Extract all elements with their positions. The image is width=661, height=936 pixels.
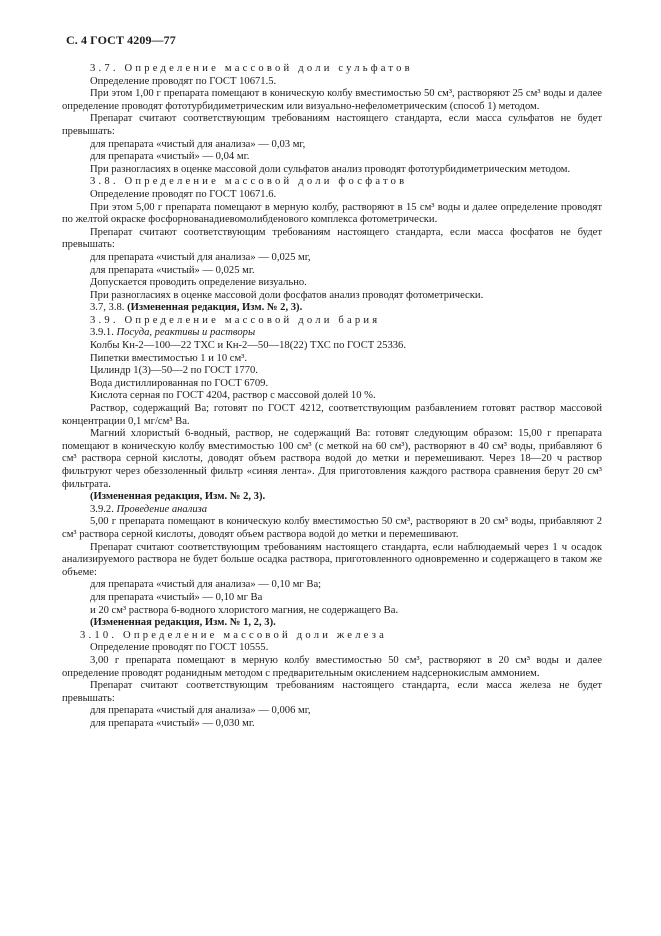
paragraph-text: Препарат считают соответствующим требованиям настоящего стандарта, если масса железа не будет превышать: [62,680,602,704]
paragraph [62,642,602,655]
amendment-note: (Измененная редакция, Изм. № 2, 3). [127,302,303,314]
paragraph [62,592,602,605]
paragraph-text: При разногласиях в оценке массовой доли фосфатов анализ проводят фотометрически. [90,289,484,301]
paragraph [62,403,602,428]
paragraph [62,390,602,403]
paragraph-text: для препарата «чистый» — 0,025 мг. [90,264,255,276]
subsection-title: Посуда, реактивы и растворы [116,327,256,339]
paragraph [62,151,602,164]
paragraph [62,705,602,718]
document-body [62,63,602,730]
paragraph-text: Определение проводят по ГОСТ 10555. [90,642,269,654]
paragraph [62,504,602,517]
paragraph [62,265,602,278]
paragraph [62,340,602,353]
paragraph-text: При разногласиях в оценке массовой доли сульфатов анализ проводят фототурбидиметрическим методом. [90,163,571,175]
paragraph-text: Вода дистиллированная по ГОСТ 6709. [90,377,269,389]
paragraph-text: для препарата «чистый для анализа» — 0,10 мг Ва; [90,579,322,591]
paragraph-text: Цилиндр 1(3)—50—2 по ГОСТ 1770. [90,365,258,377]
paragraph-text: для препарата «чистый для анализа» — 0,03 мг, [90,138,306,150]
paragraph-text: для препарата «чистый» — 0,04 мг. [90,151,250,163]
subsection-title: Проведение анализа [116,503,208,515]
paragraph [62,378,602,391]
paragraph-text: 3.7. Определение массовой доли сульфатов [90,63,413,74]
paragraph-text: Колбы Кн-2—100—22 ТХС и Кн-2—50—18(22) ТХС по ГОСТ 25336. [90,340,407,352]
paragraph [62,655,602,680]
section-heading [62,63,602,76]
paragraph-text: Кислота серная по ГОСТ 4204, раствор с массовой долей 10 %. [90,390,376,402]
paragraph-text: для препарата «чистый» — 0,10 мг Ва [90,591,263,603]
paragraph-text: для препарата «чистый для анализа» — 0,025 мг, [90,251,311,263]
paragraph [62,290,602,303]
paragraph [62,189,602,202]
paragraph-text: Препарат считают соответствующим требованиям настоящего стандарта, если масса сульфатов не будет превышать: [62,113,602,137]
paragraph-text: 3.10. Определение массовой доли железа [80,629,388,641]
paragraph [62,353,602,366]
paragraph [62,542,602,580]
paragraph [62,579,602,592]
paragraph [62,680,602,705]
page-header: С. 4 ГОСТ 4209—77 [66,33,176,47]
paragraph [62,617,602,630]
paragraph [62,718,602,731]
paragraph [62,76,602,89]
paragraph [62,164,602,177]
paragraph [62,327,602,340]
paragraph [62,88,602,113]
amendment-note: (Измененная редакция, Изм. № 1, 2, 3). [90,617,276,629]
paragraph [62,252,602,265]
paragraph-text: для препарата «чистый для анализа» — 0,006 мг, [90,705,311,717]
paragraph-text: При этом 5,00 г препарата помещают в мерную колбу, растворяют в 15 см³ воды и далее определение проводят по желтой окраске фосфорнованадиевомолибденового комплекса фотометрически. [62,201,602,226]
paragraph-text: При этом 1,00 г препарата помещают в коническую колбу вместимостью 50 см³, растворяют 25 см³ воды и далее определение проводят фототурбидиметрическим или визуально-нефелометрическим (способ 1) методом. [62,88,602,112]
paragraph-text: 5,00 г препарата помещают в коническую колбу вместимостью 50 см³, растворяют в 20 см³ воды, прибавляют 2 см³ раствора серной кислоты, доводят объем раствора водой до метки и перемешивают. [62,516,602,540]
paragraph-text: для препарата «чистый» — 0,030 мг. [90,717,255,729]
paragraph [62,516,602,541]
paragraph [62,277,602,290]
paragraph-text: Препарат считают соответствующим требованиям настоящего стандарта, если масса фосфатов не будет превышать: [62,226,602,251]
paragraph [62,302,602,315]
paragraph-text: Определение проводят по ГОСТ 10671.6. [90,188,277,200]
paragraph-text: 3.9.2. [90,503,117,515]
paragraph [62,227,602,252]
paragraph-text: 3,00 г препарата помещают в мерную колбу вместимостью 50 см³, растворяют в 20 см³ воды и далее определение проводят роданидным методом с предварительным окислением надсернокислым аммонием. [62,654,602,679]
paragraph-text: 3.7, 3.8. [90,302,128,314]
paragraph-text: 3.8. Определение массовой доли фосфатов [90,176,408,188]
paragraph-text: 3.9. Определение массовой доли бария [90,314,381,326]
paragraph-text: Допускается проводить определение визуально. [90,277,307,289]
paragraph [62,202,602,227]
paragraph [62,605,602,618]
paragraph [62,491,602,504]
paragraph-text: Магний хлористый 6-водный, раствор, не содержащий Ва: готовят следующим образом: 15,00 г препарата помещают в коническую колбу вместимостью 100 см³ (с меткой на 60 см³), растворяют в 40 см³ воды, прибавляют 6 см³ раствора серной кислоты, доводят объем раствора водой до метки и перемешивают. Через 18—20 ч раствор фильтруют через обеззоленный фильтр «синяя лента». Для приготовления каждого раствора сравнения берут 20 см³ фильтрата. [62,428,602,490]
paragraph-text: и 20 см³ раствора 6-водного хлористого магния, не содержащего Ва. [90,604,399,616]
section-heading [62,315,602,328]
paragraph [62,113,602,138]
paragraph-text: Определение проводят по ГОСТ 10671.5. [90,75,277,87]
paragraph-text: 3.9.1. [90,327,117,339]
paragraph-text: Препарат считают соответствующим требованиям настоящего стандарта, если наблюдаемый через 1 ч осадок анализируемого раствора не будет больше осадка раствора, приготовленного одновременно и содержащего в таком же объеме: [62,541,602,578]
section-heading [62,176,602,189]
paragraph-text: Раствор, содержащий Ва; готовят по ГОСТ 4212, соответствующим разбавлением готовят раствор массовой концентрации 0,1 мг/см³ Ва. [62,403,602,427]
paragraph [62,139,602,152]
amendment-note: (Измененная редакция, Изм. № 2, 3). [90,491,266,503]
paragraph [62,428,602,491]
paragraph-text: Пипетки вместимостью 1 и 10 см³. [90,352,248,364]
section-heading [62,630,602,643]
paragraph [62,365,602,378]
